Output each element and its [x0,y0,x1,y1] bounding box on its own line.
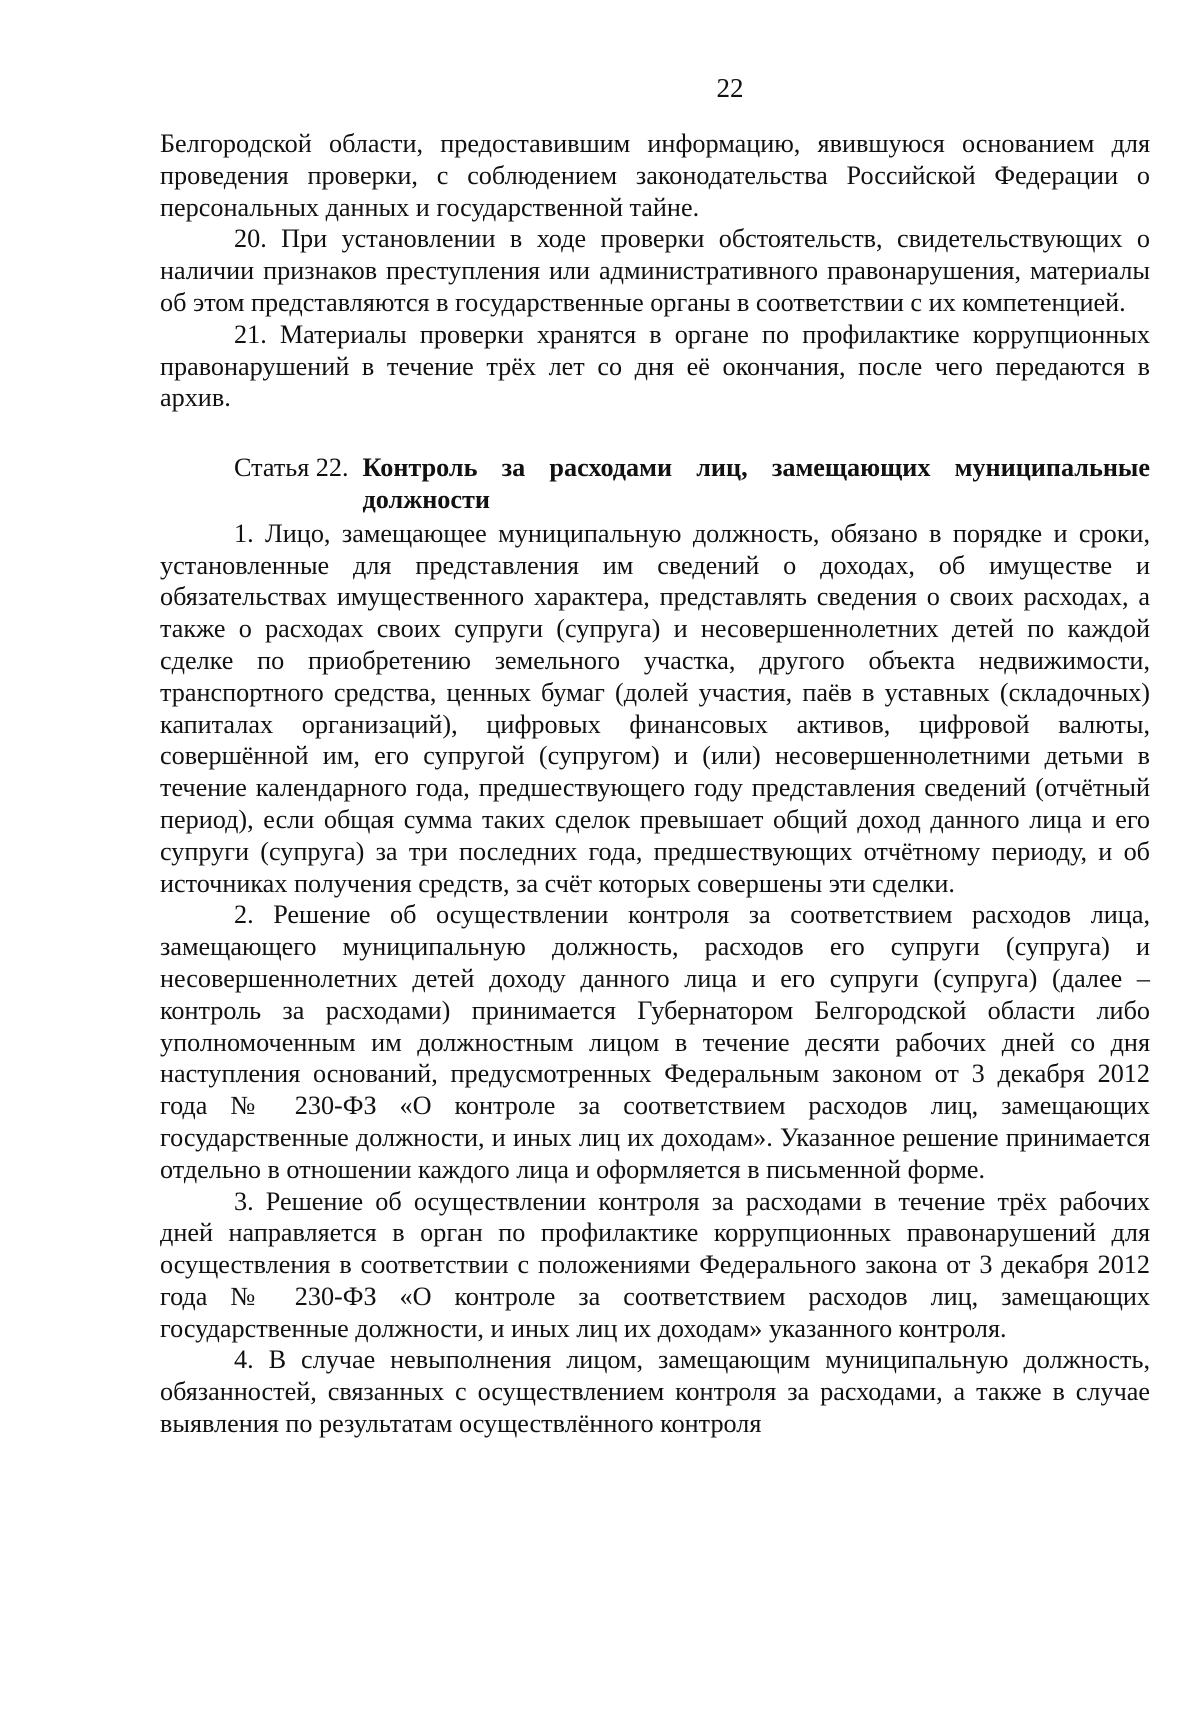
paragraph-item-3: 3. Решение об осуществлении контроля за расходами в течение трёх рабочих дней направляется в орган по профилактике коррупционных правонарушений для осуществления в соответствии с положениями Федерального закона от 3 декабря 2012 года № 230-ФЗ «О контроле за соответствием расходов лиц, замещающих государственные должности, и иных лиц их доходам» указанного контроля. [160,1186,1150,1343]
paragraph-item-20: 20. При установлении в ходе проверки обстоятельств, свидетельствующих о наличии признаков преступления или административного правонарушения, материалы об этом представляются в государственные органы в соответствии с их компетенцией. [160,224,1150,317]
paragraph-item-1: 1. Лицо, замещающее муниципальную должность, обязано в порядке и сроки, установленные для представления им сведений о доходах, об имуществе и обязательствах имущественного характера, представлять сведения о своих расходах, а также о расходах своих супруги (супруга) и несовершеннолетних детей по каждой сделке по приобретению земельного участка, другого объекта недвижимости, транспортного средства, ценных бумаг (долей участия, паёв в уставных (складочных) капиталах организаций), цифровых финансовых активов, цифровой валюты, совершённой им, его супругой (супругом) и (или) несовершеннолетними детьми в течение календарного года, предшествующего году представления сведений (отчётный период), если общая сумма таких сделок превышает общий доход данного лица и его супруги (супруга) за три последних года, предшествующих отчётному периоду, и об источниках получения средств, за счёт которых совершены эти сделки. [160,518,1150,898]
section-spacer [160,414,1150,452]
article-heading [234,452,1150,516]
paragraph-item-21: 21. Материалы проверки хранятся в органе по профилактике коррупционных правонарушений в течение трёх лет со дня её окончания, после чего передаются в архив. [160,319,1150,413]
article-label: Статья 22. [234,453,349,483]
document-page [160,72,1150,1440]
article-title: Контроль за расходами лиц, замещающих муниципальные должности [362,453,1150,514]
paragraph-continuation: Белгородской области, предоставившим информацию, явившуюся основанием для проведения проверки, с соблюдением законодательства Российской Федерации о персональных данных и государственной тайне. [160,129,1150,222]
page-number: 22 [716,73,744,103]
paragraph-item-4: 4. В случае невыполнения лицом, замещающим муниципальную должность, обязанностей, связанных с осуществлением контроля за расходами, а также в случае выявления по результатам осуществлённого контроля [160,1345,1150,1439]
paragraph-item-2: 2. Решение об осуществлении контроля за соответствием расходов лица, замещающего муниципальную должность, расходов его супруги (супруга) и несовершеннолетних детей доходу данного лица и его супруги (супруга) (далее – контроль за расходами) принимается Губернатором Белгородской области либо уполномоченным им должностным лицом в течение десяти рабочих дней со дня наступления оснований, предусмотренных Федеральным законом от 3 декабря 2012 года № 230-ФЗ «О контроле за соответствием расходов лиц, замещающих государственные должности, и иных лиц их доходам». Указанное решение принимается отдельно в отношении каждого лица и оформляется в письменной форме. [160,900,1150,1184]
